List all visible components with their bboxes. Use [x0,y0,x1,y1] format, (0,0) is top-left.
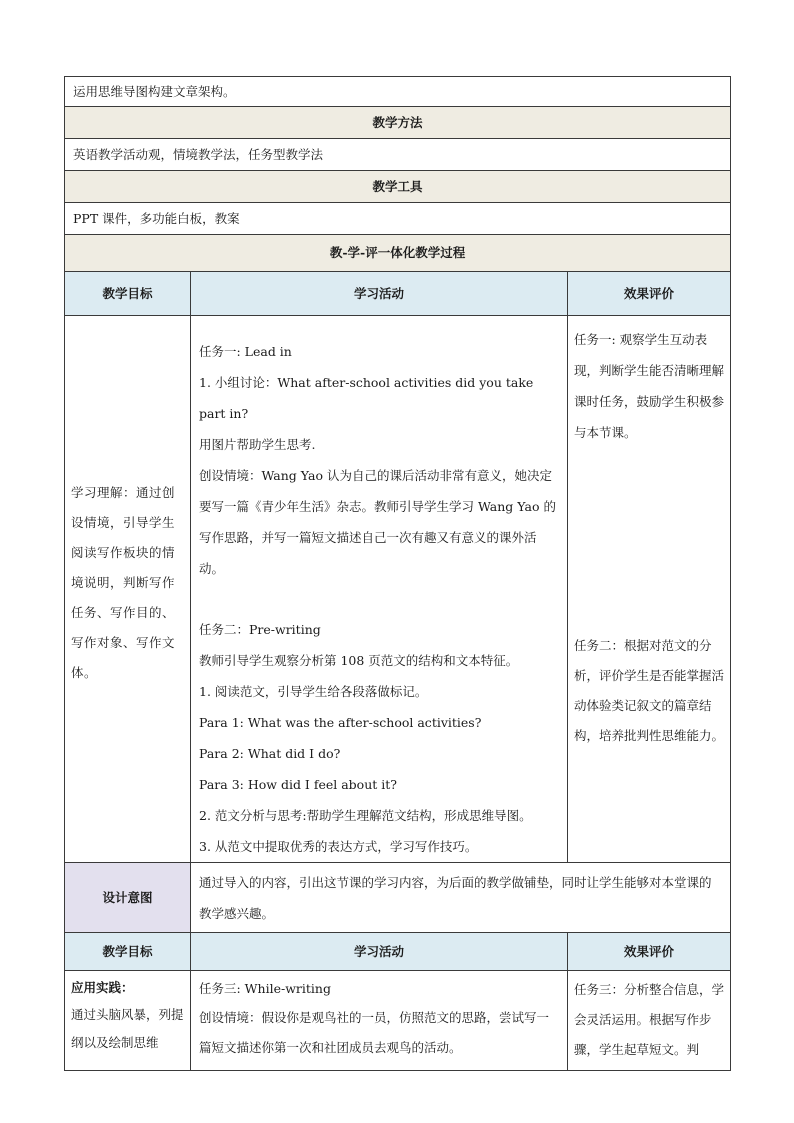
section2-objective [65,971,191,1071]
section2-activities [191,971,568,1071]
activity-line: 1. 阅读范文，引导学生给各段落做标记。 [199,684,428,699]
activity-line: 1. 小组讨论：What after-school activities did you take part in? [199,375,534,421]
activity-line: 用图片帮助学生思考. [199,437,316,452]
section1-objective [65,316,191,863]
activity-line: 3. 从范文中提取优秀的表达方式，学习写作技巧。 [199,839,478,854]
design-content [191,863,731,933]
activity-line: Para 2: What did I do? [199,746,341,761]
methods-header: 教学方法 [65,107,731,139]
activity-line: 教师引导学生观察分析第 108 页范文的结构和文本特征。 [199,653,519,668]
column-header-row-2 [65,933,731,971]
evaluation-task2: 任务二：根据对范文的分析，评价学生是否能掌握活动体验类记叙文的篇章结构，培养批判性思维能力。 [574,638,725,743]
activity-line: 任务三: While-writing [199,981,331,996]
lesson-plan-table [64,76,731,1071]
methods-content: 英语教学活动观，情境教学法，任务型教学法 [65,139,731,171]
column-header-evaluation: 效果评价 [568,933,731,971]
tools-content-row [65,203,731,235]
tools-content: PPT 课件，多功能白板，教案 [65,203,731,235]
section1-objective-text: 学习理解：通过创设情境，引导学生阅读写作板块的情境说明，判断写作任务、写作目的、写作对象、写作文体。 [71,485,176,680]
design-row [65,863,731,933]
tools-header: 教学工具 [65,171,731,203]
activity-line: 2. 范文分析与思考:帮助学生理解范文结构，形成思维导图。 [199,808,532,823]
section1-activities [191,316,568,863]
spacer [199,584,559,614]
column-header-activities: 学习活动 [191,272,568,316]
column-header-activities: 学习活动 [191,933,568,971]
evaluation-task1: 任务一: 观察学生互动表现，判断学生能否清晰理解课时任务，鼓励学生积极参与本节课。 [574,332,725,440]
activity-line: Para 1: What was the after-school activities? [199,715,482,730]
section1-row [65,316,731,863]
activity-line: 任务一: Lead in [199,344,292,359]
activity-paragraph: 创设情境：Wang Yao 认为自己的课后活动非常有意义，她决定要写一篇《青少年生活》杂志。教师引导学生学习 Wang Yao 的写作思路，并写一篇短文描述自己一次有趣又有意义的课外活动。 [199,468,556,576]
column-header-row [65,272,731,316]
section2-row [65,971,731,1071]
design-content-text: 通过导入的内容，引出这节课的学习内容，为后面的教学做铺垫，同时让学生能够对本堂课的教学感兴趣。 [199,874,712,921]
process-title-row [65,235,731,272]
methods-content-row [65,139,731,171]
methods-header-row [65,107,731,139]
process-title: 教-学-评一体化教学过程 [65,235,731,272]
evaluation-task3: 任务三：分析整合信息，学会灵活运用。根据写作步骤，学生起草短文。判 [574,982,725,1057]
section2-objective-title: 应用实践： [71,980,134,995]
design-label: 设计意图 [65,863,191,933]
spacer [574,448,724,631]
section2-evaluation [568,971,731,1071]
section1-evaluation [568,316,731,863]
activity-line: Para 3: How did I feel about it? [199,777,397,792]
column-header-evaluation: 效果评价 [568,272,731,316]
column-header-objective: 教学目标 [65,272,191,316]
section2-objective-text: 通过头脑风暴，列提纲以及绘制思维 [71,1007,184,1050]
column-header-objective: 教学目标 [65,933,191,971]
activity-paragraph: 创设情境：假设你是观鸟社的一员，仿照范文的思路，尝试写一篇短文描述你第一次和社团成员去观鸟的活动。 [199,1010,550,1055]
activity-line: 任务二：Pre-writing [199,622,321,637]
intro-text: 运用思维导图构建文章架构。 [65,77,731,107]
tools-header-row [65,171,731,203]
intro-row [65,77,731,107]
